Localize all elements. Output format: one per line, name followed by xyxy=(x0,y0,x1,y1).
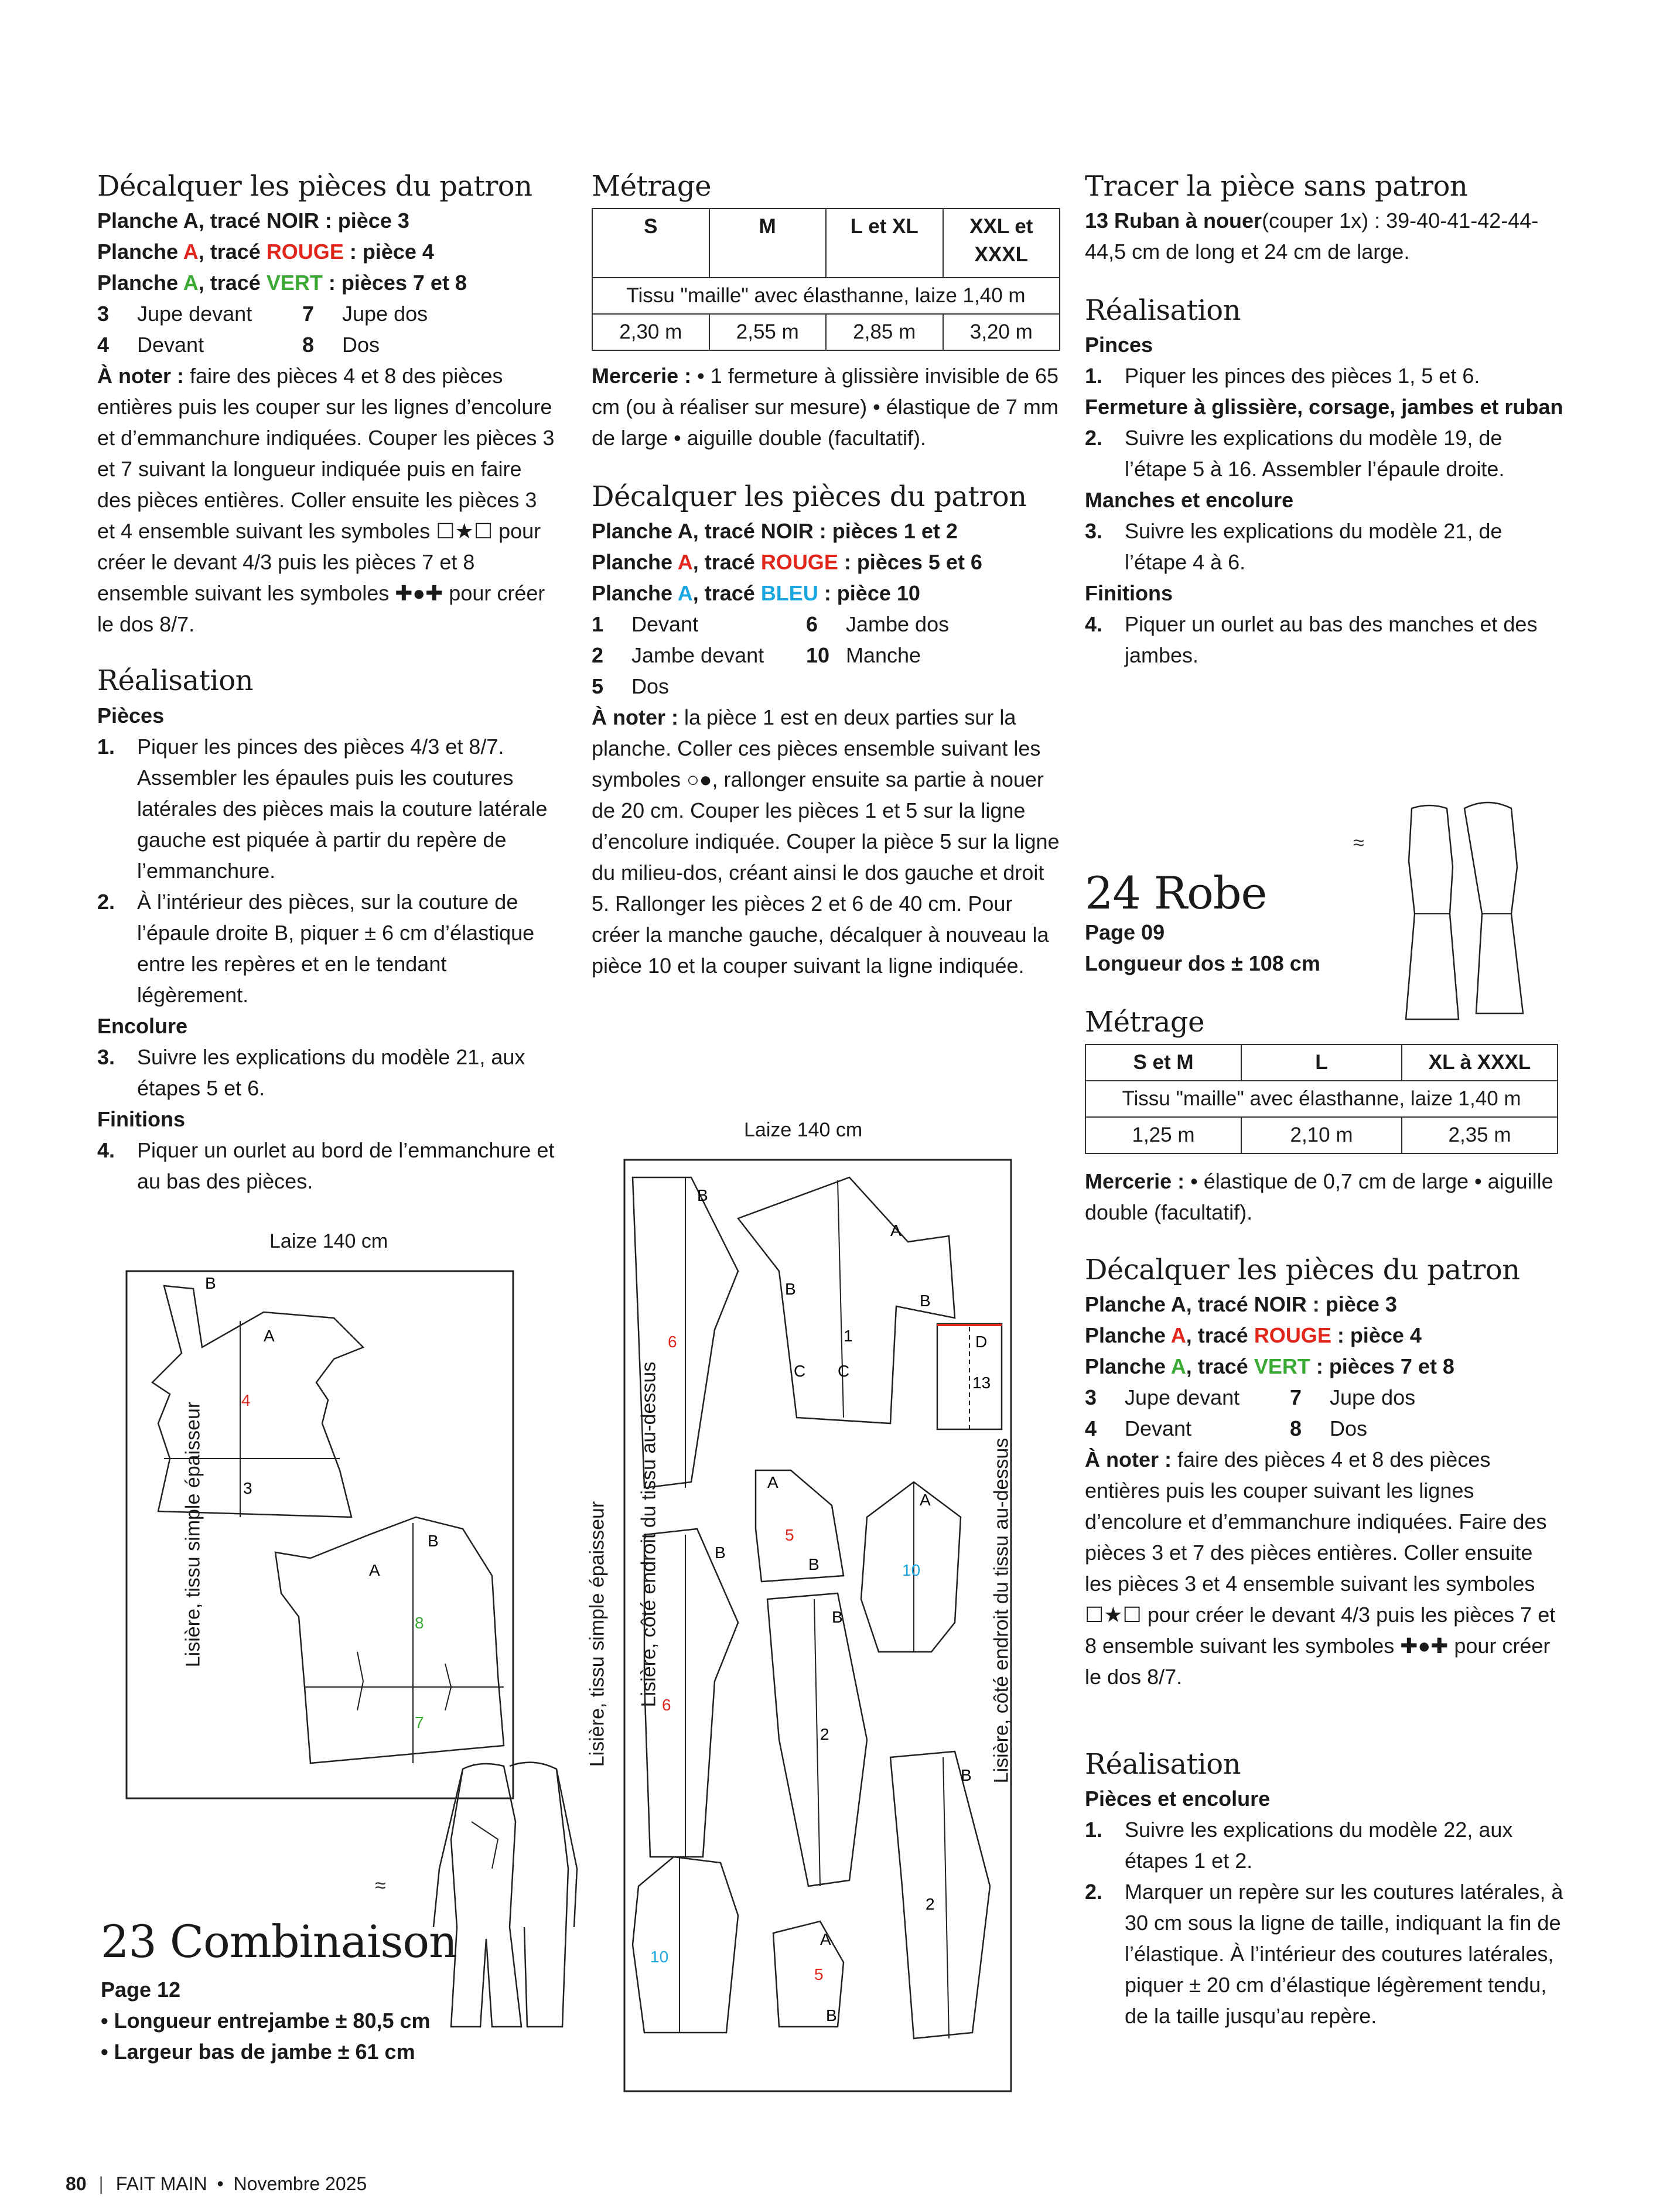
svg-text:B: B xyxy=(205,1274,216,1292)
svg-text:8: 8 xyxy=(415,1614,424,1632)
issue-date: Novembre 2025 xyxy=(233,2173,367,2194)
col2-metrage-table xyxy=(592,208,1060,351)
svg-text:A: A xyxy=(369,1561,380,1579)
piece-row: 4 Devant 8 Dos xyxy=(1085,1416,1368,1440)
col3-real-title: Réalisation xyxy=(1085,294,1241,327)
step: 4. Piquer un ourlet au bas des manches et des jambes. xyxy=(1085,612,1538,667)
table-cell: 3,20 m xyxy=(943,314,1060,350)
svg-text:3: 3 xyxy=(243,1479,252,1497)
piece-front-4-3 xyxy=(152,1286,363,1517)
table-cell: 1,25 m xyxy=(1085,1117,1241,1153)
subhead: Finitions xyxy=(1085,581,1173,605)
col2-decal-title: Décalquer les pièces du patron xyxy=(592,480,1027,513)
piece-2-b xyxy=(890,1751,990,2038)
layout-svg-2 xyxy=(586,1154,1019,2097)
subhead: Pièces xyxy=(97,704,165,728)
piece-6-b xyxy=(644,1529,738,1857)
diagram-laize-label: Laize 140 cm xyxy=(744,1119,863,1141)
svg-text:13: 13 xyxy=(972,1374,991,1392)
model-page: Page 09 xyxy=(1085,920,1165,944)
col1-real-block xyxy=(97,700,560,1197)
svg-text:B: B xyxy=(826,2006,837,2024)
subhead: Manches et encolure xyxy=(1085,488,1294,512)
piece-row: 5 Dos xyxy=(592,674,670,698)
step: 1. Piquer les pinces des pièces 4/3 et 8/7. Assembler les épaules puis les coutures latérales des pièces mais la couture latérale gauche est piquée à partir du repère de l’emmanchure. xyxy=(97,735,548,883)
step: 2. À l’intérieur des pièces, sur la couture de l’épaule droite B, piquer ± 6 cm d’élastique entre les repères et en le tendant légèrement. xyxy=(97,890,535,1007)
svg-text:10: 10 xyxy=(650,1948,669,1966)
step: 2. Suivre les explications du modèle 19, de l’étape 5 à 16. Assembler l’épaule droite. xyxy=(1085,426,1505,481)
step: 2. Marquer un repère sur les coutures latérales, à 30 cm sous la ligne de taille, indiquant la fin de l’élastique. À l’intérieur des coutures latérales, piquer ± 20 cm d’élastique légèrement tendu, de la taille jusqu’au repère. xyxy=(1085,1880,1563,2028)
table-header: XXL et XXXL xyxy=(943,209,1060,278)
step: 1. Suivre les explications du modèle 22, aux étapes 1 et 2. xyxy=(1085,1818,1513,1873)
svg-text:A: A xyxy=(767,1473,778,1491)
col3-metrage-table xyxy=(1085,1044,1558,1154)
col3-decal-title: Décalquer les pièces du patron xyxy=(1085,1254,1520,1286)
svg-text:5: 5 xyxy=(814,1965,824,1983)
note: À noter : la pièce 1 est en deux parties sur la planche. Coller ces pièces ensemble suivant les symboles ○●, rallonger ensuite sa partie à nouer de 20 cm. Couper les pièces 1 et 5 sur la ligne d’encolure indiquée. Couper la pièce 5 sur la ligne du milieu-dos, créant ainsi le dos gauche et droit 5. Rallonger les pièces 2 et 6 de 40 cm. Pour créer la manche gauche, décalquer à nouveau la pièce 10 et la couper suivant la ligne indiquée. xyxy=(592,705,1060,978)
fabric-outline xyxy=(127,1271,513,1798)
col2-metrage-title: Métrage xyxy=(592,170,712,203)
page-number: 80 xyxy=(66,2173,87,2194)
planche-line: Planche A, tracé BLEU : pièce 10 xyxy=(592,581,920,605)
diagram-left-label: Lisière, tissu simple épaisseur xyxy=(182,1401,204,1668)
svg-text:5: 5 xyxy=(785,1526,794,1544)
svg-text:B: B xyxy=(428,1532,439,1550)
svg-text:6: 6 xyxy=(662,1696,671,1714)
piece-row: 1 Devant 6 Jambe dos xyxy=(592,612,950,636)
svg-text:A: A xyxy=(264,1327,275,1345)
planche-line: Planche A, tracé NOIR : pièces 1 et 2 xyxy=(592,519,958,543)
svg-text:1: 1 xyxy=(844,1327,853,1345)
col3-mercerie: Mercerie : • élastique de 0,7 cm de large • aiguille double (facultatif). xyxy=(1085,1169,1553,1224)
col1-real-title: Réalisation xyxy=(97,664,254,697)
planche-line: Planche A, tracé NOIR : pièce 3 xyxy=(1085,1292,1397,1316)
table-cell: 2,10 m xyxy=(1241,1117,1402,1153)
col3-real2-title: Réalisation xyxy=(1085,1748,1241,1781)
svg-text:B: B xyxy=(715,1543,726,1562)
svg-text:B: B xyxy=(961,1766,972,1784)
table-fabric-row: Tissu "maille" avec élasthanne, laize 1,40 m xyxy=(592,278,1060,314)
magazine-name: FAIT MAIN xyxy=(115,2173,207,2194)
table-header: S et M xyxy=(1085,1044,1241,1081)
model-24-title: 24 Robe xyxy=(1085,867,1267,919)
col1-decal-title: Décalquer les pièces du patron xyxy=(97,170,532,203)
page-footer xyxy=(66,2172,367,2195)
model-23-title: 23 Combinaison xyxy=(101,1915,457,1968)
col3-metrage-title: Métrage xyxy=(1085,1006,1205,1039)
table-header: L xyxy=(1241,1044,1402,1081)
step: 3. Suivre les explications du modèle 21, aux étapes 5 et 6. xyxy=(97,1045,525,1100)
planche-line: Planche A, tracé VERT : pièces 7 et 8 xyxy=(1085,1354,1454,1378)
footer-separator: | xyxy=(98,2173,104,2194)
planche-line: Planche A, tracé NOIR : pièce 3 xyxy=(97,209,409,233)
step: 4. Piquer un ourlet au bord de l’emmanchure et au bas des pièces. xyxy=(97,1138,555,1193)
note: À noter : faire des pièces 4 et 8 des pièces entières puis les couper suivant les lignes d’encolure et d’emmanchure indiquées. Faire des pièces 3 et 7 des pièces entières. Coller ensuite les pièces 3 et 4 ensemble suivant les symboles ☐★☐ pour créer le devant 4/3 puis les pièces 7 et 8 ensemble suivant les symboles ✚●✚ pour créer le dos 8/7. xyxy=(1085,1447,1556,1689)
table-cell: 2,85 m xyxy=(826,314,943,350)
model-bullet: • Largeur bas de jambe ± 61 cm xyxy=(101,2040,415,2064)
layout-svg-1 xyxy=(88,1265,533,1804)
subhead: Fermeture à glissière, corsage, jambes et ruban xyxy=(1085,395,1563,419)
subhead: Pinces xyxy=(1085,333,1153,357)
planche-line: Planche A, tracé ROUGE : pièce 4 xyxy=(97,240,434,264)
svg-text:2: 2 xyxy=(820,1725,829,1743)
planche-line: Planche A, tracé VERT : pièces 7 et 8 xyxy=(97,271,467,295)
piece-row: 4 Devant 8 Dos xyxy=(97,333,380,357)
svg-text:D: D xyxy=(975,1333,988,1351)
table-cell: 2,55 m xyxy=(709,314,827,350)
svg-text:B: B xyxy=(785,1280,796,1298)
col1-decal-block xyxy=(97,205,560,640)
col3-tracer-block: 13 Ruban à nouer(couper 1x) : 39-40-41-42-44-44,5 cm de long et 24 cm de large. xyxy=(1085,209,1539,264)
col2-mercerie: Mercerie : • 1 fermeture à glissière invisible de 65 cm (ou à réaliser sur mesure) • élastique de 7 mm de large • aiguille double (facultatif). xyxy=(592,364,1059,450)
subhead: Finitions xyxy=(97,1107,185,1131)
note: À noter : faire des pièces 4 et 8 des pièces entières puis les couper sur les lignes d’encolure et d’emmanchure indiquées. Couper les pièces 3 et 7 suivant la longueur indiquée puis en faire des pièces entières. Coller ensuite les pièces 3 et 4 ensemble suivant les symboles ☐★☐ pour créer le devant 4/3 puis les pièces 7 et 8 ensemble suivant les symboles ✚●✚ pour créer le dos 8/7. xyxy=(97,364,555,636)
diagram-left-label: Lisière, tissu simple épaisseur xyxy=(586,1501,609,1767)
planche-line: Planche A, tracé ROUGE : pièces 5 et 6 xyxy=(592,550,982,574)
model-page: Page 12 xyxy=(101,1978,181,2002)
model-length: Longueur dos ± 108 cm xyxy=(1085,951,1320,975)
svg-text:4: 4 xyxy=(241,1391,251,1409)
planche-line: Planche A, tracé ROUGE : pièce 4 xyxy=(1085,1323,1422,1347)
svg-text:7: 7 xyxy=(415,1713,424,1732)
knit-icon: ≈ xyxy=(375,1874,386,1897)
svg-text:B: B xyxy=(832,1608,843,1626)
svg-text:C: C xyxy=(838,1362,850,1380)
svg-text:C: C xyxy=(794,1362,806,1380)
svg-text:B: B xyxy=(697,1186,708,1204)
svg-text:A: A xyxy=(820,1930,831,1948)
subhead: Encolure xyxy=(97,1014,188,1038)
table-header: S xyxy=(592,209,709,278)
piece-row: 3 Jupe devant 7 Jupe dos xyxy=(97,302,428,326)
table-header: M xyxy=(709,209,827,278)
step: 1. Piquer les pinces des pièces 1, 5 et 6. xyxy=(1085,364,1480,388)
table-header: L et XL xyxy=(826,209,943,278)
svg-text:A: A xyxy=(920,1491,931,1509)
knit-icon: ≈ xyxy=(1353,832,1364,854)
svg-text:10: 10 xyxy=(902,1561,921,1579)
table-cell: 2,35 m xyxy=(1402,1117,1558,1153)
piece-row: 3 Jupe devant 7 Jupe dos xyxy=(1085,1385,1416,1409)
col2-decal-block xyxy=(592,515,1060,981)
svg-text:B: B xyxy=(920,1292,931,1310)
piece-10-b xyxy=(633,1857,738,2033)
svg-text:6: 6 xyxy=(668,1333,677,1351)
piece-row: 2 Jambe devant 10 Manche xyxy=(592,643,921,667)
col3-real-block xyxy=(1085,329,1565,671)
col3-tracer-title: Tracer la pièce sans patron xyxy=(1085,170,1468,203)
table-cell: 2,30 m xyxy=(592,314,709,350)
footer-bullet: • xyxy=(217,2173,224,2194)
dress-illustration xyxy=(1394,797,1546,1025)
table-fabric-row: Tissu "maille" avec élasthanne, laize 1,40 m xyxy=(1085,1081,1558,1117)
svg-text:2: 2 xyxy=(926,1895,935,1913)
table-header: XL à XXXL xyxy=(1402,1044,1558,1081)
model-23-info xyxy=(101,1974,569,2067)
model-24-info xyxy=(1085,917,1553,979)
svg-text:B: B xyxy=(808,1555,819,1573)
model-bullet: • Longueur entrejambe ± 80,5 cm xyxy=(101,2009,431,2033)
diagram-laize-label: Laize 140 cm xyxy=(269,1230,388,1252)
svg-text:A: A xyxy=(890,1221,902,1239)
col3-real2-block xyxy=(1085,1783,1565,2031)
subhead: Pièces et encolure xyxy=(1085,1787,1271,1811)
diagram-right-label: Lisière, côté endroit du tissu au-dessus xyxy=(637,1361,660,1708)
diagram-right-label: Lisière, côté endroit du tissu au-dessus xyxy=(990,1437,1013,1784)
piece-back-8-7 xyxy=(275,1517,504,1763)
step: 3. Suivre les explications du modèle 21, de l’étape 4 à 6. xyxy=(1085,519,1503,574)
col3-decal-block xyxy=(1085,1289,1565,1692)
